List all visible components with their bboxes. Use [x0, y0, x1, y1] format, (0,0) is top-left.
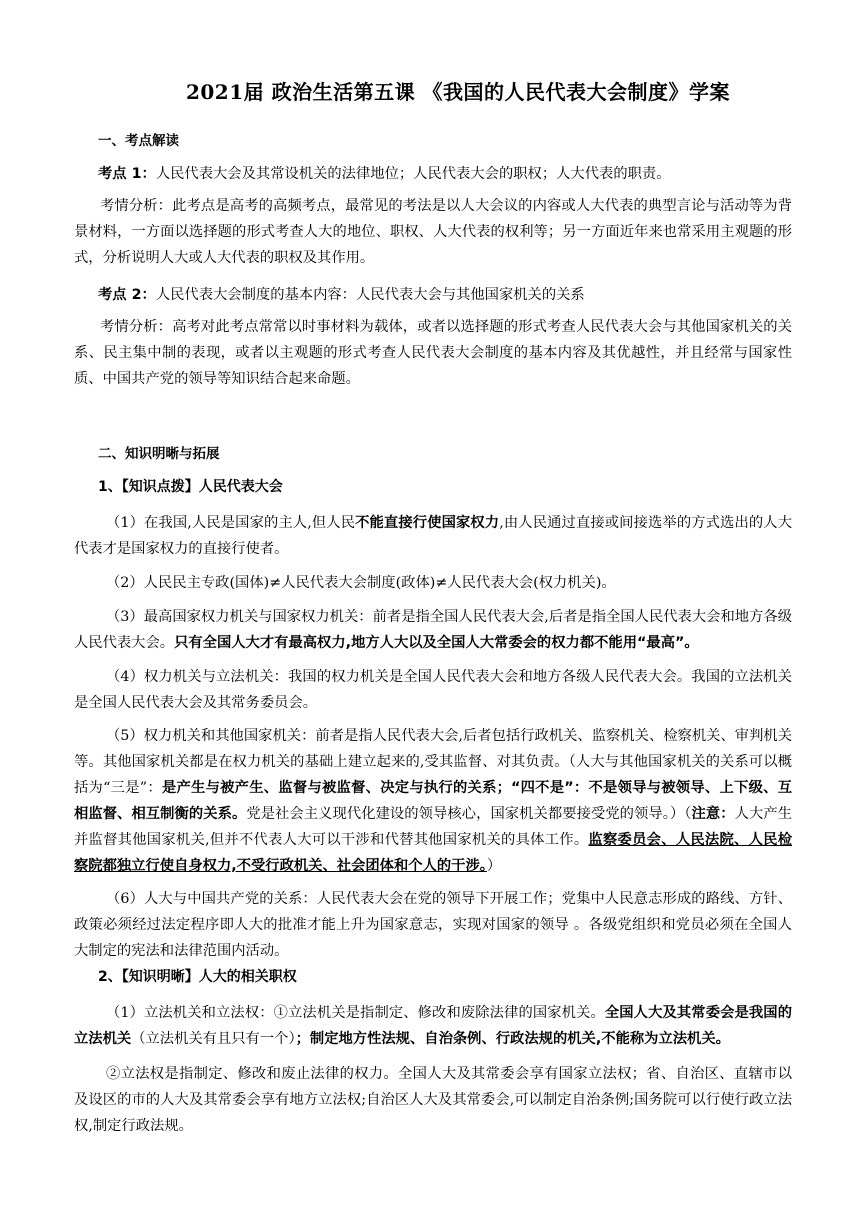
point-5-note-label: 注意：: [691, 806, 735, 822]
point-1-text-c: ,由人民通过直接或间接选举的方式选出的人大代表才是国家权力的直接行使者。: [74, 515, 793, 557]
point-5-emphasis: 是产生与被产生、监督与被监督、决定与执行的关系；“四不是”：不是领导与被领导、上下级、互相监督、相互制衡的关系。: [74, 780, 792, 822]
analysis-paragraph-2: 考情分析：高考对此考点常常以时事材料为载体，或者以选择题的形式考查人民代表大会与其他国家机关的关系、民主集中制的表现，或者以主观题的形式考查人民代表大会制度的基本内容及其优越性，并且经常与国家性质、中国共产党的领导等知识结合起来命题。: [74, 319, 792, 387]
legislative-emphasis-d: ；制定地方性法规、自治条例、行政法规的机关,不能称为立法机关。: [295, 1031, 730, 1047]
exam-point-1-label: 考点 1：: [98, 166, 156, 182]
point-5-note-text: 人大产生并监督其他国家机关,但并不代表人大可以干涉和代替其他国家机关的具体工作。: [74, 806, 793, 848]
legislative-text-c: （立法机关有且只有一个）: [131, 1031, 296, 1047]
subheading-congress-powers: 2、【知识明晰】人大的相关职权: [98, 969, 297, 985]
point-3-emphasis: 只有全国人大才有最高权力,地方人大以及全国人大常委会的权力都不能用“最高”。: [174, 635, 699, 651]
point-1-text-a: （1）在我国,人民是国家的主人,但人民: [106, 515, 356, 531]
point-3-text-a: （3）最高国家权力机关与国家权力机关：前者是指全国人民代表大会,后者是指全国人民代表大会和地方各级人民代表大会。: [74, 609, 792, 651]
point-5-underlined-emphasis: 监察委员会、人民法院、人民检察院都独立行使自身权力,不受行政机关、社会团体和个人的干涉。: [74, 832, 793, 874]
exam-point-2-text: 人民代表大会制度的基本内容：人民代表大会与其他国家机关的关系: [155, 287, 585, 303]
exam-point-1-text: 人民代表大会及其常设机关的法律地位；人民代表大会的职权；人大代表的职责。: [155, 166, 671, 182]
section-heading-exam-points: 一、考点解读: [98, 133, 179, 149]
subheading-people-congress: 1、【知识点拨】人民代表大会: [98, 479, 283, 495]
point-6-paragraph: （6）人大与中国共产党的关系：人民代表大会在党的领导下开展工作；党集中人民意志形成的路线、方针、政策必须经过法定程序即人大的批准才能上升为国家意志，实现对国家的领导 。各级党组织和党员必须在全国人大制定的宪法和法律范围内活动。: [74, 891, 792, 959]
point-1-emphasis: 不能直接行使国家权力: [355, 515, 500, 531]
point-5-paragraph: [74, 723, 792, 879]
legislative-point-1-paragraph: [74, 1000, 792, 1052]
exam-point-2: [98, 284, 585, 304]
exam-point-1: [98, 163, 671, 183]
point-2-paragraph: （2）人民民主专政(国体)≠人民代表大会制度(政体)≠人民代表大会(权力机关)。: [106, 575, 616, 591]
point-5-text-a: （5）权力机关和其他国家机关：前者是指人民代表大会,后者包括行政机关、监察机关、检察机关、审判机关等。其他国家机关都是在权力机关的基础上建立起来的,受其监督、对其负责。（人大与其他国家机关的关系可以概括为“三是”：: [74, 728, 792, 796]
analysis-paragraph-1: 考情分析：此考点是高考的高频考点，最常见的考法是以人大会议的内容或人大代表的典型言论与活动等为背景材料，一方面以选择题的形式考查人大的地位、职权、人大代表的权利等；另一方面近年来也常采用主观题的形式，分析说明人大或人大代表的职权及其作用。: [74, 198, 792, 266]
point-3-paragraph: [74, 604, 792, 656]
page-title: 2021届 政治生活第五课 《我国的人民代表大会制度》学案: [185, 80, 731, 104]
point-5-close-paren: ）: [486, 858, 502, 874]
legislative-text-a: （1）立法机关和立法权：①立法机关是指制定、修改和废除法律的国家机关。: [106, 1005, 605, 1021]
legislative-emphasis-b: 全国人大及其常委会是我国的立法机关: [74, 1005, 792, 1047]
legislative-point-2-paragraph: ②立法权是指制定、修改和废止法律的权力。全国人大及其常委会享有国家立法权；省、自治区、直辖市以及设区的市的人大及其常委会享有地方立法权;自治区人大及其常委会,可以制定自治条例;国务院可以行使行政立法权,制定行政法规。: [74, 1066, 792, 1134]
point-1-paragraph: [74, 510, 792, 562]
point-5-text-c: 党是社会主义现代化建设的领导核心，国家机关都要接受党的领导。）（: [246, 806, 692, 822]
section-heading-knowledge: 二、知识明晰与拓展: [98, 446, 220, 462]
exam-point-2-label: 考点 2：: [98, 287, 156, 303]
point-4-paragraph: （4）权力机关与立法机关：我国的权力机关是全国人民代表大会和地方各级人民代表大会。我国的立法机关是全国人民代表大会及其常务委员会。: [74, 669, 792, 711]
